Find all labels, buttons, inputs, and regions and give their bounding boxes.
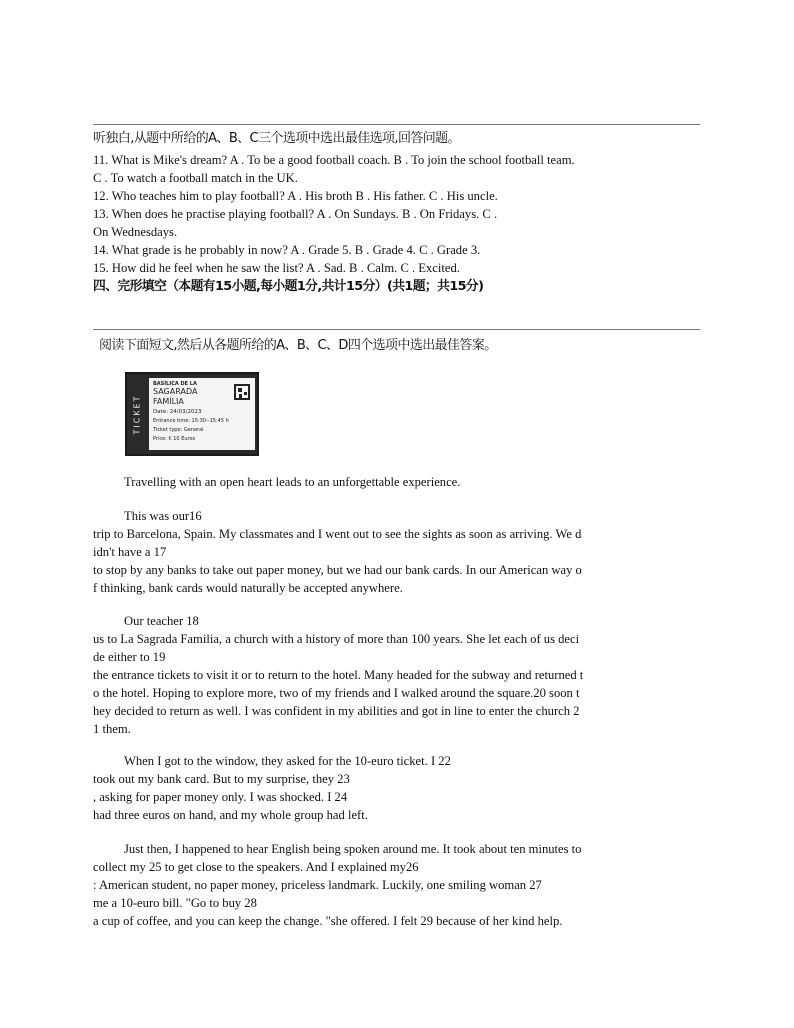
top-rule [93, 124, 700, 125]
question-line: C . To watch a football match in the UK. [93, 171, 298, 185]
ticket-type: Ticket type: General [153, 427, 204, 433]
passage-line: 1 them. [93, 722, 131, 736]
ticket-date: Date: 24/03/2023 [153, 409, 202, 415]
listening-instruction: 听独白,从题中所给的A、B、C三个选项中选出最佳选项,回答问题。 [93, 131, 460, 146]
ticket-entrance-time: Entrance time: 15:30--15:45 h [153, 418, 229, 424]
section-heading: 四、完形填空（本题有15小题,每小题1分,共计15分）(共1题；共15分) [93, 279, 484, 294]
passage-line: me a 10-euro bill. "Go to buy 28 [93, 896, 257, 910]
passage-line: Our teacher 18 [124, 614, 199, 628]
passage-line: , asking for paper money only. I was shocked. I 24 [93, 790, 348, 804]
question-line: 11. What is Mike's dream? A . To be a good football coach. B . To join the school football team. [93, 153, 575, 167]
question-line: 15. How did he feel when he saw the list? A . Sad. B . Calm. C . Excited. [93, 261, 460, 275]
passage-line: trip to Barcelona, Spain. My classmates and I went out to see the sights as soon as arriving. We d [93, 527, 582, 541]
ticket-name: SAGARADA [153, 387, 198, 396]
ticket-body [149, 378, 255, 450]
ticket-name: BASÍLICA DE LA [153, 381, 197, 387]
passage-line: collect my 25 to get close to the speakers. And I explained my26 [93, 860, 419, 874]
passage-line: Travelling with an open heart leads to an unforgettable experience. [124, 475, 461, 489]
passage-line: hey decided to return as well. I was confident in my abilities and got in line to enter the church 2 [93, 704, 580, 718]
ticket-image [125, 372, 259, 456]
question-line: 13. When does he practise playing football? A . On Sundays. B . On Fridays. C . [93, 207, 498, 221]
passage-line: us to La Sagrada Familia, a church with a history of more than 100 years. She let each of us deci [93, 632, 580, 646]
passage-line: When I got to the window, they asked for the 10-euro ticket. I 22 [124, 754, 451, 768]
passage-line: : American student, no paper money, priceless landmark. Luckily, one smiling woman 27 [93, 878, 542, 892]
passage-line: had three euros on hand, and my whole group had left. [93, 808, 368, 822]
passage-line: Just then, I happened to hear English being spoken around me. It took about ten minutes to [124, 842, 582, 856]
passage-line: o the hotel. Hoping to explore more, two of my friends and I walked around the square.20 soon t [93, 686, 580, 700]
ticket-price: Price: € 10 Euros [153, 436, 196, 442]
ticket-side-label: TICKET [132, 393, 142, 435]
question-line: On Wednesdays. [93, 225, 178, 239]
passage-line: the entrance tickets to visit it or to return to the hotel. Many headed for the subway and returned t [93, 668, 584, 682]
qr-code-icon [234, 384, 250, 400]
passage-line: f thinking, bank cards would naturally be accepted anywhere. [93, 581, 403, 595]
question-line: 14. What grade is he probably in now? A . Grade 5. B . Grade 4. C . Grade 3. [93, 243, 481, 257]
ticket-name: FAMÍLIA [153, 397, 184, 406]
cloze-instruction: 阅读下面短文,然后从各题所给的A、B、C、D四个选项中选出最佳答案。 [99, 338, 497, 353]
passage-line: a cup of coffee, and you can keep the change. "she offered. I felt 29 because of her kind help. [93, 914, 563, 928]
passage-line: This was our16 [124, 509, 202, 523]
question-line: 12. Who teaches him to play football? A . His broth B . His father. C . His uncle. [93, 189, 498, 203]
passage-line: took out my bank card. But to my surprise, they 23 [93, 772, 350, 786]
passage-line: idn't have a 17 [93, 545, 167, 559]
middle-rule [93, 329, 700, 330]
passage-line: de either to 19 [93, 650, 166, 664]
passage-line: to stop by any banks to take out paper money, but we had our bank cards. In our American way o [93, 563, 582, 577]
